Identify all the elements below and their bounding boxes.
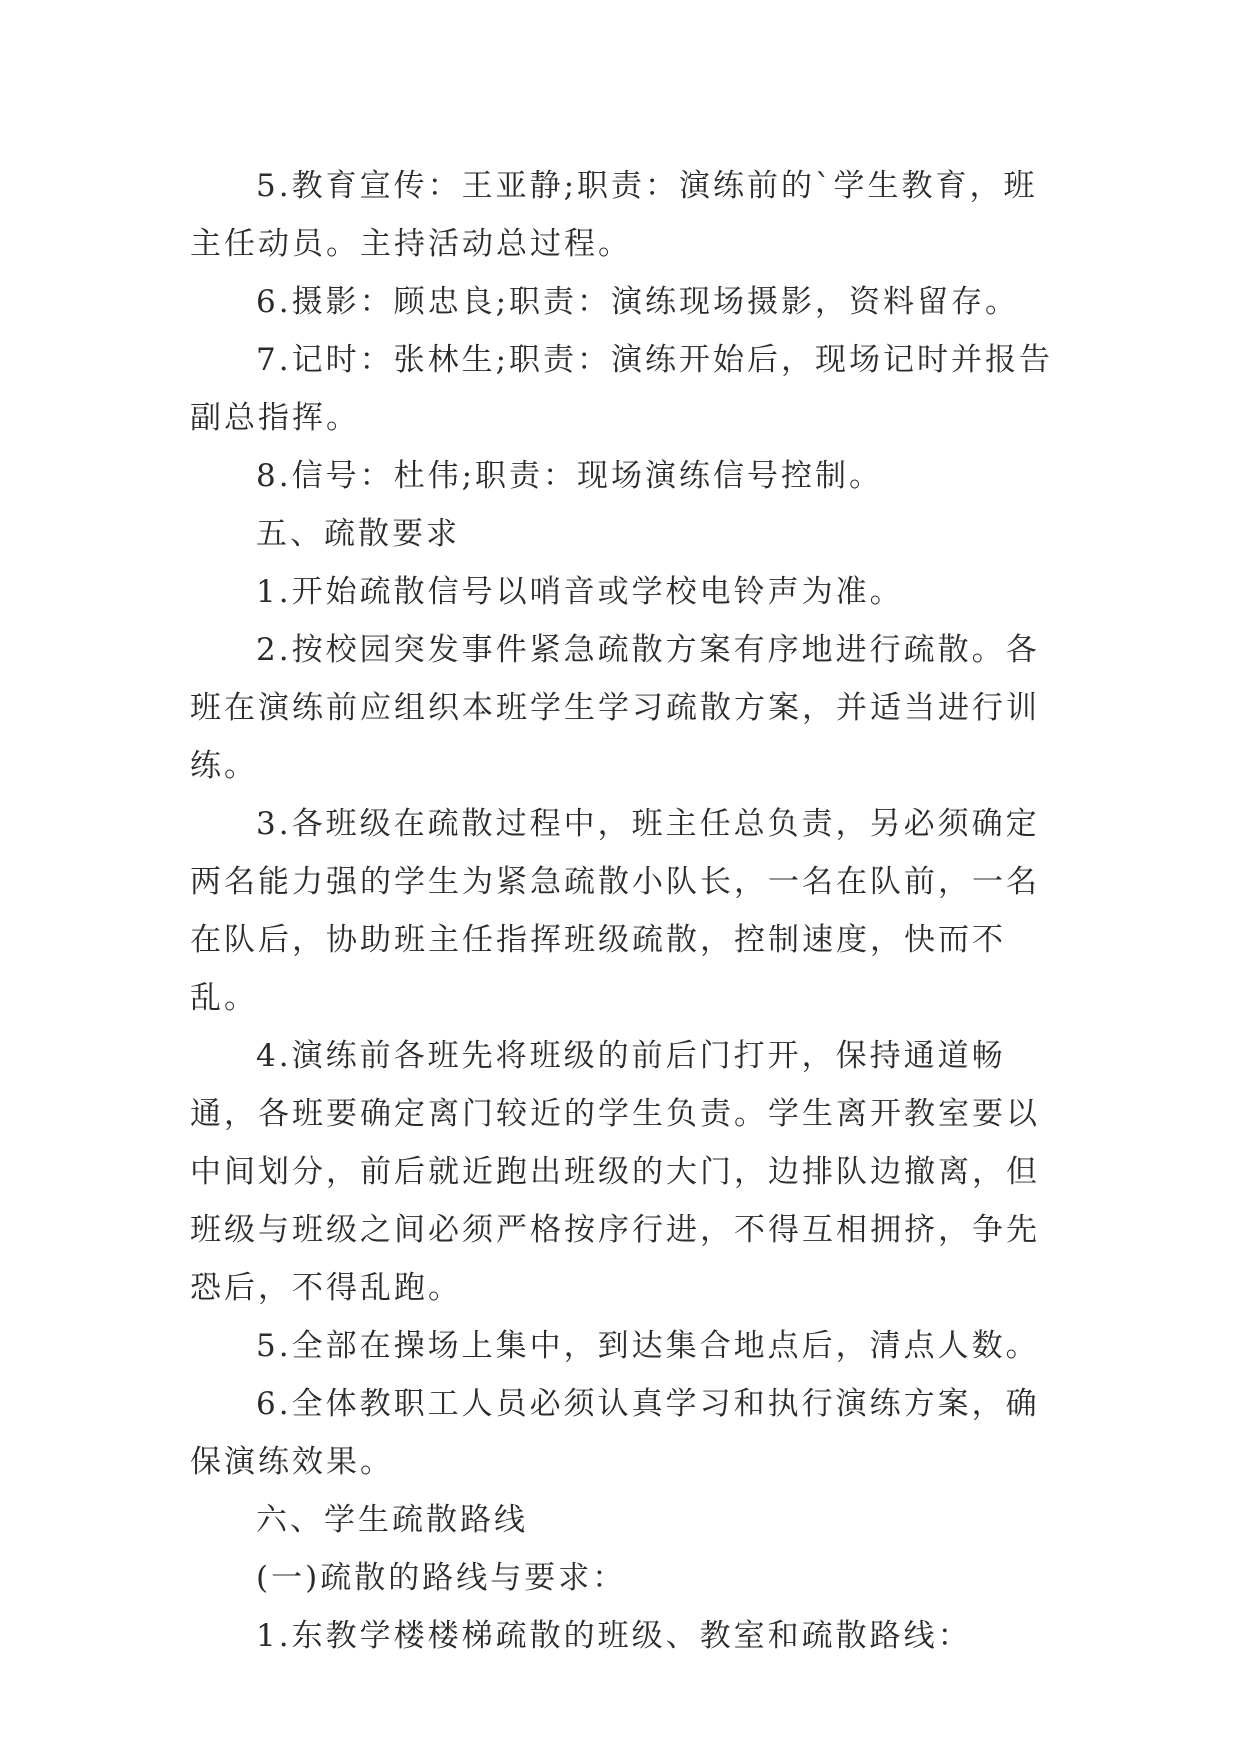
section-heading-evacuation-routes: 六、学生疏散路线 [256,1502,528,1538]
paragraph-timekeeping-role: 7.记时：张林生;职责：演练开始后，现场记时并报告副总指挥。 [190,342,1054,436]
paragraph-requirement-2: 2.按校园突发事件紧急疏散方案有序地进行疏散。各班在演练前应组织本班学生学习疏散方案，并适当进行训练。 [190,632,1040,784]
subsection-heading-routes-requirements: (一)疏散的路线与要求： [256,1560,627,1596]
paragraph-photography-role: 6.摄影：顾忠良;职责：演练现场摄影，资料留存。 [256,284,1020,320]
paragraph-requirement-6: 6.全体教职工人员必须认真学习和执行演练方案，确保演练效果。 [190,1386,1040,1480]
paragraph-requirement-5: 5.全部在操场上集中，到达集合地点后，清点人数。 [256,1328,1040,1364]
paragraph-east-building-stairs: 1.东教学楼楼梯疏散的班级、教室和疏散路线： [256,1618,972,1654]
section-heading-evacuation-requirements: 五、疏散要求 [256,516,460,552]
paragraph-publicity-role: 5.教育宣传：王亚静;职责：演练前的`学生教育，班主任动员。主持活动总过程。 [190,168,1038,262]
paragraph-requirement-3: 3.各班级在疏散过程中，班主任总负责，另必须确定两名能力强的学生为紧急疏散小队长，一名在队前，一名在队后，协助班主任指挥班级疏散，控制速度，快而不乱。 [190,806,1040,1016]
document-body [190,157,1070,1665]
paragraph-requirement-1: 1.开始疏散信号以哨音或学校电铃声为准。 [256,574,904,610]
paragraph-signal-role: 8.信号：杜伟;职责：现场演练信号控制。 [256,458,884,494]
paragraph-requirement-4: 4.演练前各班先将班级的前后门打开，保持通道畅通，各班要确定离门较近的学生负责。学生离开教室要以中间划分，前后就近跑出班级的大门，边排队边撤离，但班级与班级之间必须严格按序行进，不得互相拥挤，争先恐后，不得乱跑。 [190,1038,1040,1306]
